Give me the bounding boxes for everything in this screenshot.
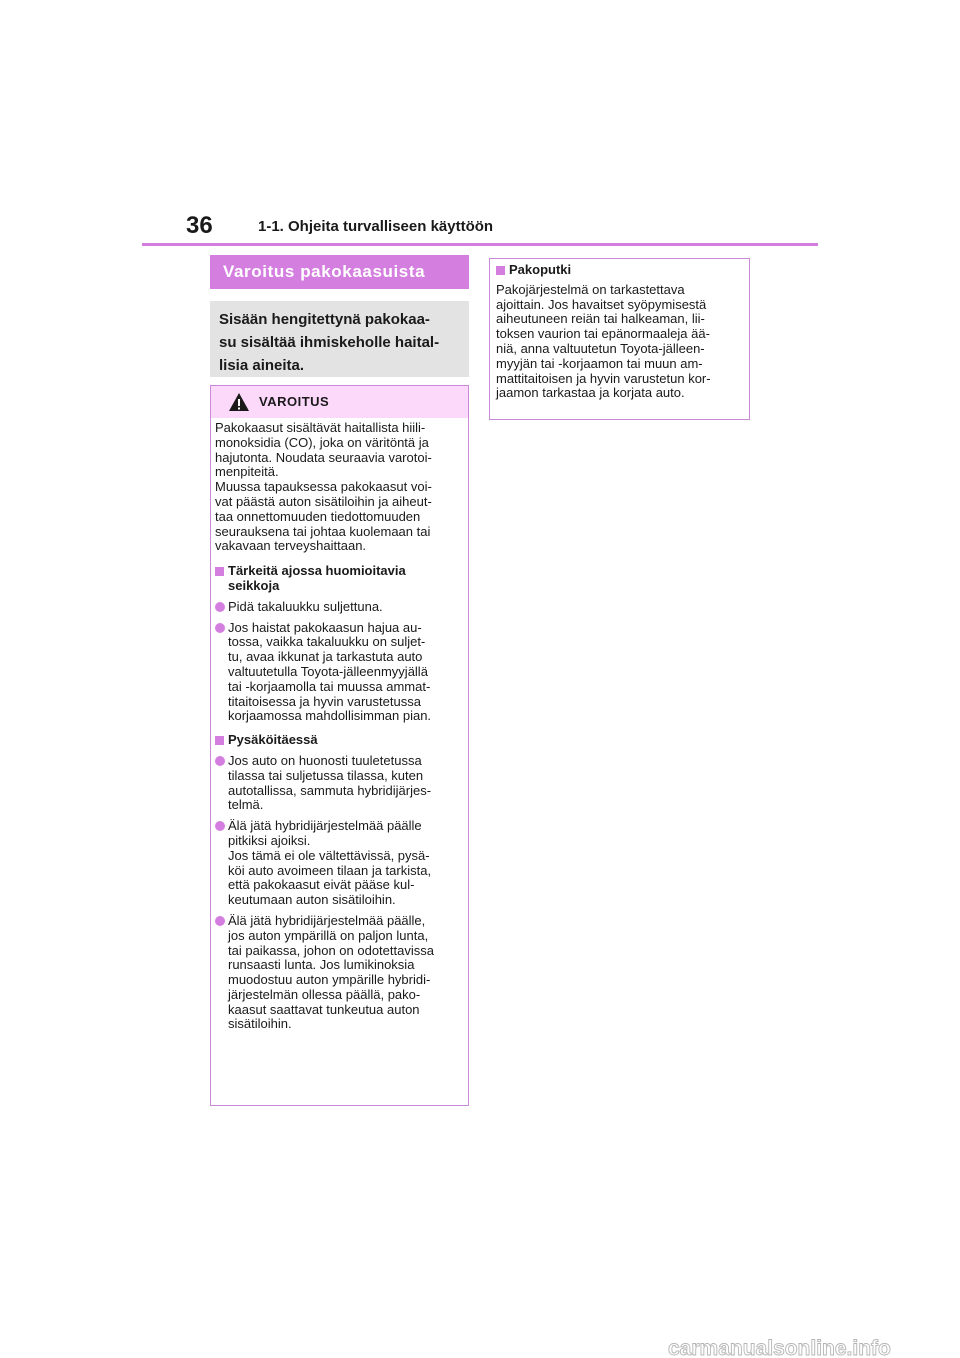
sub-heading-line: Pakoputki [509,262,572,277]
bullet-item [215,754,464,813]
bullet-line: titaitoisessa ja hyvin varustetussa [228,693,421,709]
exhaust-line: toksen vaurion tai epänormaaleja ää- [496,326,710,342]
bullet-line: järjestelmän ollessa päällä, pako- [228,986,421,1002]
exhaust-line: jaamon tarkastaa ja korjata auto. [496,385,685,401]
bullet-line: autotallissa, sammuta hybridijärjes- [228,782,432,798]
warning-box [210,385,469,1106]
round-bullet-icon [215,821,225,831]
intro-line: su sisältää ihmiskeholle haital- [219,334,440,351]
warning-line: hajutonta. Noudata seuraavia varotoi- [215,449,432,465]
bullet-item [215,819,464,908]
bullet-line: korjaamossa mahdollisimman pian. [228,708,432,724]
warning-line: Muussa tapauksessa pakokaasut voi- [215,479,432,495]
bullet-line: tai paikassa, johon on odotettavissa [228,942,434,958]
watermark [668,1338,904,1358]
exhaust-line: myyjän tai -korjaamon tai muun am- [496,355,703,371]
exhaust-line: mattitaitoisen ja hyvin varustetun kor- [496,370,711,386]
warning-line: Pakokaasut sisältävät haitallista hiili- [215,420,426,435]
bullet-line: Jos tämä ei ole vältettävissä, pysä- [228,847,430,863]
bullet-line: sisätiloihin. [228,1016,292,1032]
square-bullet-icon [215,567,224,576]
sub-heading-line: Pysäköitäessä [228,732,318,748]
bullet-line: tossa, vaikka takaluukku on suljet- [228,634,426,650]
section-title: Varoitus pakokaasuista [210,255,469,289]
bullet-line: jos auton ympärillä on paljon lunta, [228,927,429,943]
bullet-item [215,914,464,1032]
warning-line: vat päästä auton sisätiloihin ja aiheut- [215,493,432,509]
round-bullet-icon [215,916,225,926]
page-number: 36 [186,212,213,239]
bullet-line: muodostuu auton ympärille hybridi- [228,972,431,988]
header-rule [142,243,818,246]
bullet-line: Jos auto on huonosti tuuletetussa [228,752,422,768]
bullet-line: tilassa tai suljetussa tilassa, kuten [228,767,424,783]
sub-heading-exhaust [496,263,745,278]
warning-title: VAROITUS [259,394,330,409]
warning-header [211,386,468,418]
intro-line: lisia aineita. [219,357,305,374]
bullet-line: pitkiksi ajoiksi. [228,832,311,848]
warning-line: menpiteitä. [215,464,279,480]
warning-line: monoksidia (CO), joka on väritöntä ja [215,434,429,450]
intro-box [210,301,469,377]
bullet-line: Älä jätä hybridijärjestelmää päälle [228,818,422,834]
square-bullet-icon [215,736,224,745]
exhaust-line: ajoittain. Jos havaitset syöpymisestä [496,296,707,312]
round-bullet-icon [215,602,225,612]
exhaust-pipe-box [489,258,750,420]
exhaust-line: aiheutuneen reiän tai halkeaman, lii- [496,311,705,327]
warning-intro [215,421,464,554]
warning-line: taa onnettomuuden tiedottomuuden [215,508,421,524]
warning-body [211,418,468,1032]
sub-heading-driving [215,564,464,594]
bullet-line: tai -korjaamolla tai muussa ammat- [228,678,431,694]
bullet-line: Jos haistat pakokaasun hajua au- [228,619,422,635]
bullet-line: telmä. [228,797,264,813]
bullet-line: valtuutetulla Toyota-jälleenmyyjällä [228,663,428,679]
warning-line: vakavaan terveyshaittaan. [215,538,367,554]
sub-heading-line: Tärkeitä ajossa huomioitavia [228,563,406,579]
exhaust-text [496,283,745,401]
watermark-text: carmanualsonline.info [668,1338,891,1358]
warning-triangle-icon [228,392,250,412]
bullet-line: tu, avaa ikkunat ja tarkastuta auto [228,649,423,665]
bullet-item [215,621,464,725]
bullet-line: keutumaan auton sisätiloihin. [228,892,396,908]
chapter-title: 1-1. Ohjeita turvalliseen käyttöön [258,218,494,235]
exhaust-line: Pakojärjestelmä on tarkastettava [496,281,685,297]
round-bullet-icon [215,756,225,766]
exhaust-line: niä, anna valtuutetun Toyota-jälleen- [496,340,705,356]
bullet-line: runsaasti lunta. Jos lumikinoksia [228,957,415,973]
bullet-line: köi auto avoimeen tilaan ja tarkista, [228,862,432,878]
intro-line: Sisään hengitettynä pakokaa- [219,311,430,328]
bullet-line: kaasut saattavat tunkeutua auton [228,1001,420,1017]
bullet-item [215,600,464,615]
bullet-line: Älä jätä hybridijärjestelmää päälle, [228,912,426,928]
square-bullet-icon [496,266,505,275]
warning-line: seurauksena tai johtaa kuolemaan tai [215,523,431,539]
bullet-line: että pakokaasut eivät pääse kul- [228,877,415,893]
sub-heading-line: seikkoja [228,577,280,593]
sub-heading-parking [215,733,464,748]
bullet-line: Pidä takaluukku suljettuna. [228,598,383,614]
round-bullet-icon [215,623,225,633]
